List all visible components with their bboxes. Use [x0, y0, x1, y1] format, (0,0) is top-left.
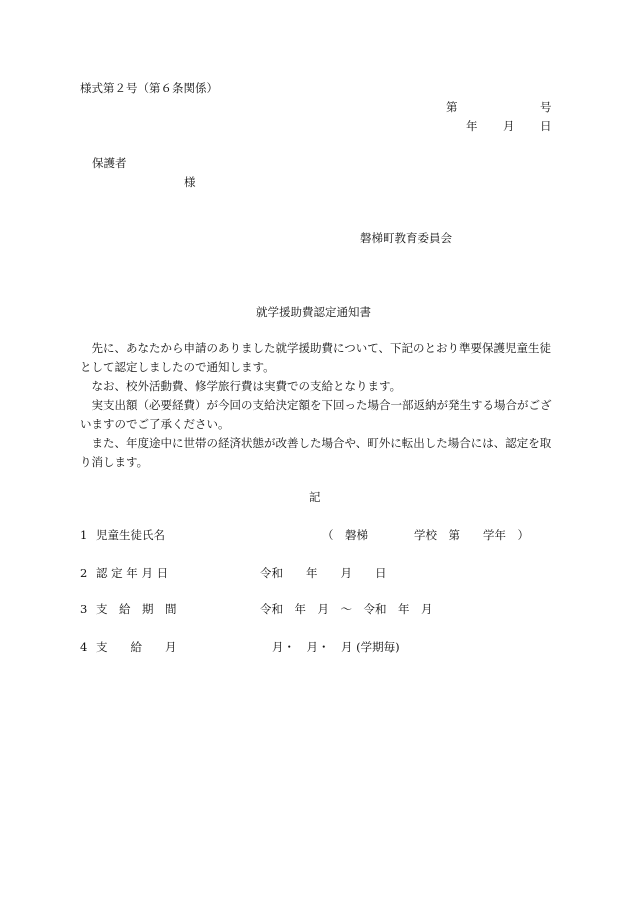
item-4-value: 月・ 月・ 月 (学期毎) [272, 640, 400, 654]
body-paragraph: 先に、あなたから申請のありました就学援助費について、下記のとおり準要保護児童生徒として認定しましたので通知します。 [80, 341, 552, 374]
item-1-number: 1 [80, 528, 88, 542]
item-1-label: 児童生徒氏名 [96, 528, 165, 542]
number-suffix: 号 [540, 100, 552, 114]
item-1-value: （ 磐梯 学校 第 学年 ） [322, 528, 529, 542]
item-2-label: 認 定 年 月 日 [96, 566, 169, 580]
item-4-number: 4 [80, 640, 88, 654]
form-label: 様式第２号（第６条関係） [80, 81, 218, 95]
body-paragraph: また、年度途中に世帯の経済状態が改善した場合や、町外に転出した場合には、認定を取り消します。 [80, 436, 552, 469]
recipient-honorific: 様 [184, 175, 196, 189]
date-year: 年 [466, 119, 478, 133]
issuer: 磐梯町教育委員会 [360, 231, 452, 245]
number-prefix: 第 [446, 100, 458, 114]
recipient-label: 保護者 [92, 156, 127, 170]
item-4-label: 支 給 月 [96, 640, 177, 654]
document-title: 就学援助費認定通知書 [256, 305, 371, 319]
ki-heading: 記 [309, 490, 321, 504]
body-paragraph: なお、校外活動費、修学旅行費は実費での支給となります。 [91, 379, 402, 393]
item-3-number: 3 [80, 602, 88, 616]
item-3-label: 支 給 期 間 [96, 602, 177, 616]
body-paragraph: 実支出額（必要経費）が今回の支給決定額を下回った場合一部返納が発生する場合がございますのでご了承ください。 [80, 398, 552, 431]
item-2-number: 2 [80, 566, 88, 580]
item-2-value: 令和 年 月 日 [260, 566, 387, 580]
item-3-value: 令和 年 月 ～ 令和 年 月 [260, 602, 433, 616]
body-text [80, 339, 552, 472]
date-month: 月 [503, 119, 515, 133]
date-day: 日 [540, 119, 552, 133]
